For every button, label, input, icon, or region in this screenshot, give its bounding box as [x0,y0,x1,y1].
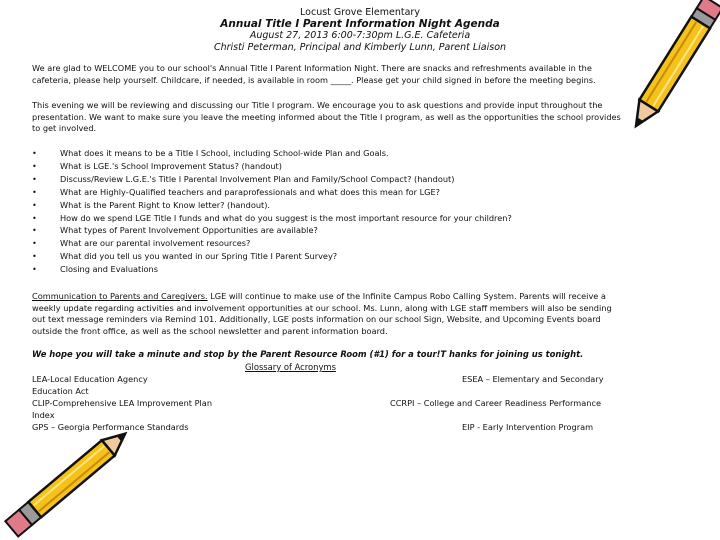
glossary-entry: ESEA – Elementary and Secondary [462,374,604,384]
glossary-title: Glossary of Acronyms [245,362,336,372]
glossary-entry: Education Act [32,386,89,396]
communication-paragraph [32,291,622,337]
pencil-icon [0,420,140,540]
glossary-entry: CCRPI – College and Career Readiness Performance [390,398,601,408]
agenda-item: • What is the Parent Right to Know letter? (handout). [32,199,552,212]
communication-heading: Communication to Parents and Caregivers. [32,291,208,301]
event-date: August 27, 2013 6:00-7:30pm L.G.E. Cafeteria [249,30,471,41]
glossary-entry: EIP - Early Intervention Program [462,422,594,432]
glossary-entry: LEA-Local Education Agency [32,374,148,384]
agenda-item: • What did you tell us you wanted in our Spring Title I Parent Survey? [32,250,552,263]
communication-body: LGE will continue to make use of the Infinite Campus Robo Calling System. Parents will receive a weekly update regarding activities and involvement opportunities at our school. Ms. Lunn, along with LGE staff members will also be sending out text message reminders via Remind 101. Additionally, LGE posts information on our school Sign, Website, and Upcoming Events board outside the front office, as well as the school newsletter and parent information board. [32,291,612,336]
pencil-icon [622,0,720,140]
glossary-entry: Index [32,410,55,420]
school-name: Locust Grove Elementary [300,7,420,18]
header [150,7,570,53]
agenda-item: • What does it means to be a Title I School, including School-wide Plan and Goals. [32,147,552,160]
event-hosts: Christi Peterman, Principal and Kimberly Lunn, Parent Liaison [213,41,507,53]
agenda-list [32,147,552,276]
agenda-item: • What are Highly-Qualified teachers and paraprofessionals and what does this mean for LGE? [32,186,552,199]
thanks-line: We hope you will take a minute and stop by the Parent Resource Room (#1) for a tour!T hanks for joining us tonight. [32,349,584,359]
page-title: Annual Title I Parent Information Night Agenda [220,17,500,30]
agenda-item: • What is LGE.'s School Improvement Status? (handout) [32,160,552,173]
glossary-entry: CLIP-Comprehensive LEA Improvement Plan [32,398,213,408]
welcome-paragraph: We are glad to WELCOME you to our school's Annual Title I Parent Information Night. There are snacks and refreshments available in the cafeteria, please help yourself. Childcare, if needed, is available in room _____. Please get your child signed in before the meeting begins. [32,63,596,85]
intro-paragraph: This evening we will be reviewing and discussing our Title I program. We encourage you to ask questions and provide input throughout the presentation. We want to make sure you leave the meeting informed about the Title I program, as well as the opportunities the school provides to get involved. [32,100,621,134]
agenda-item: • Closing and Evaluations [32,263,552,276]
agenda-item: • What are our parental involvement resources? [32,237,552,250]
glossary-entry: GPS – Georgia Performance Standards [32,422,189,432]
agenda-item: • Discuss/Review L.G.E.'s Title I Parental Involvement Plan and Family/School Compact? (handout) [32,173,552,186]
agenda-item: • How do we spend LGE Title I funds and what do you suggest is the most important resource for your children? [32,212,552,225]
agenda-item: • What types of Parent Involvement Opportunities are available? [32,224,552,237]
